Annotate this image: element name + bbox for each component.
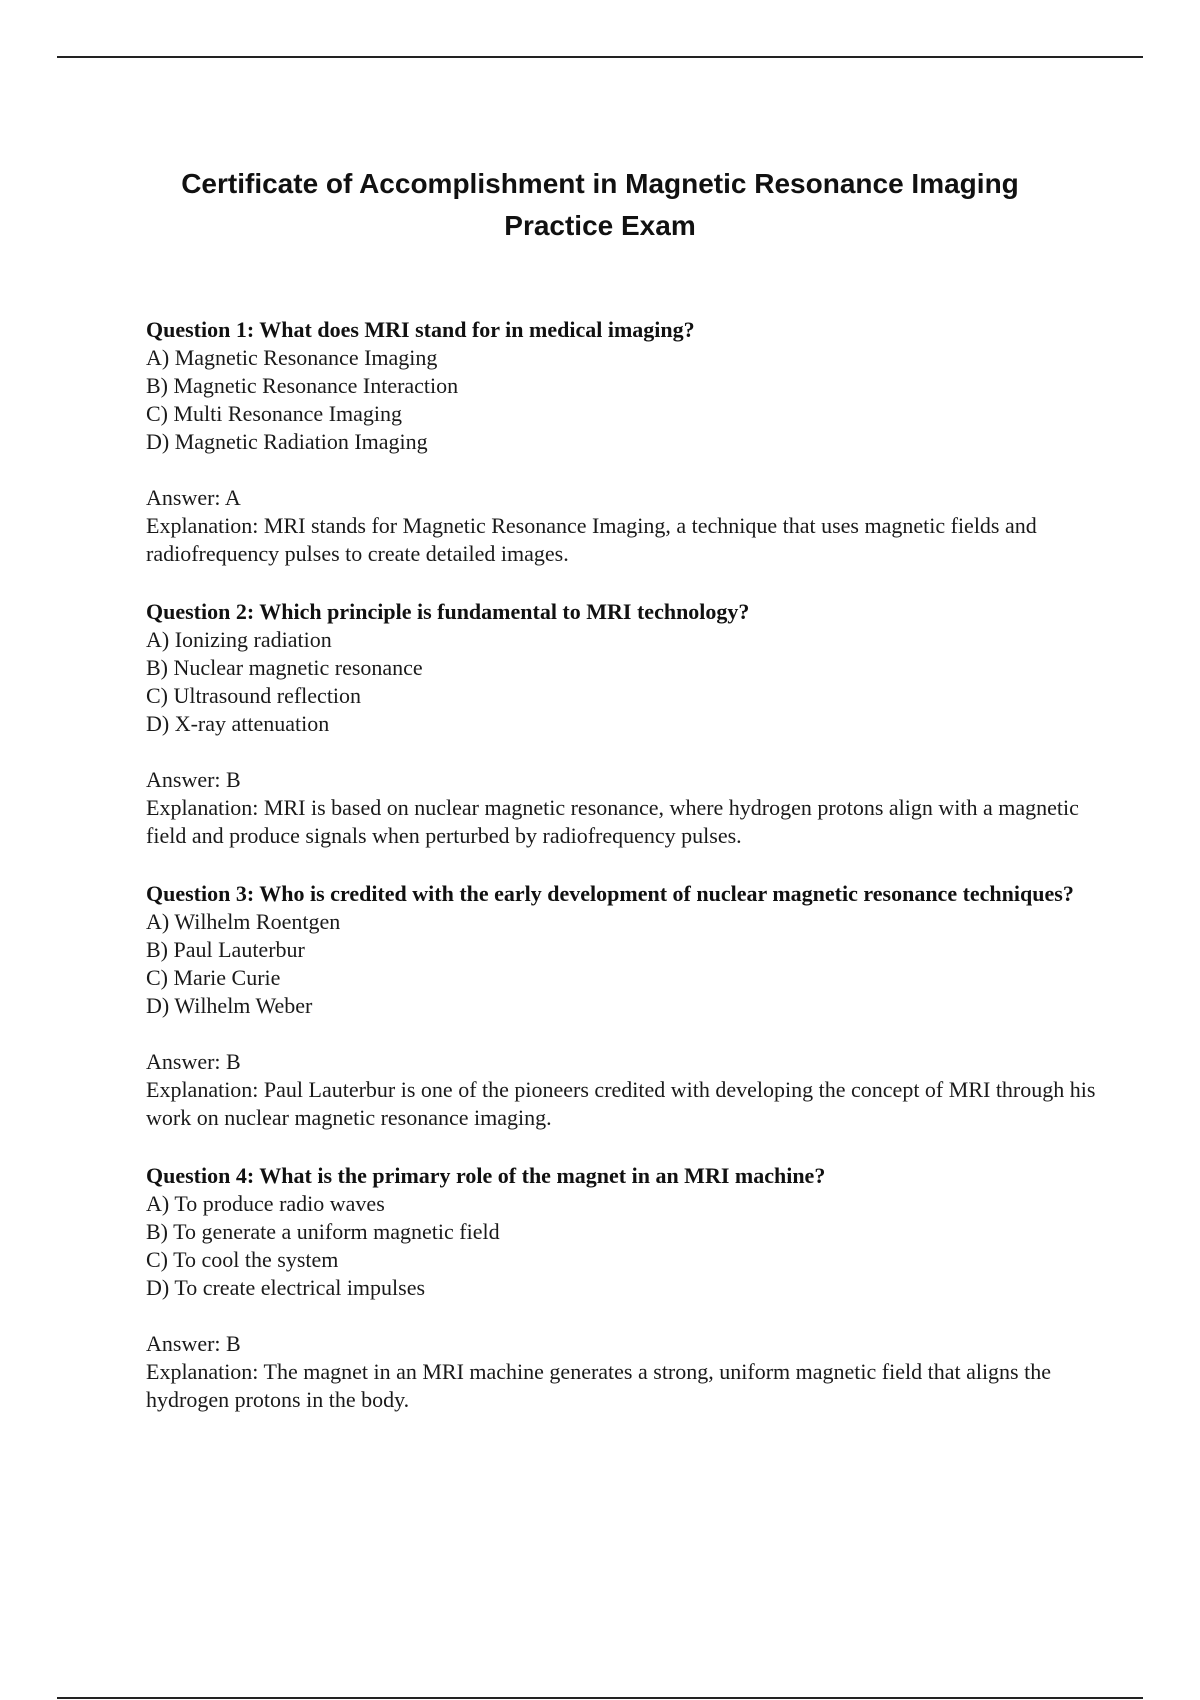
option-d: D) To create electrical impulses — [146, 1275, 426, 1300]
question-1 — [146, 316, 1096, 568]
option-d: D) Wilhelm Weber — [146, 993, 313, 1018]
question-title: Question 4: What is the primary role of the magnet in an MRI machine? — [146, 1163, 826, 1188]
explanation: Explanation: MRI is based on nuclear magnetic resonance, where hydrogen protons align with a magnetic field and produce signals when perturbed by radiofrequency pulses. — [146, 795, 1079, 848]
option-d: D) X-ray attenuation — [146, 711, 330, 736]
question-title: Question 3: Who is credited with the early development of nuclear magnetic resonance techniques? — [146, 881, 1074, 906]
document-title — [0, 163, 1200, 247]
explanation: Explanation: Paul Lauterbur is one of the pioneers credited with developing the concept of MRI through his work on nuclear magnetic resonance imaging. — [146, 1077, 1096, 1130]
option-c: C) Marie Curie — [146, 965, 281, 990]
title-line-2: Practice Exam — [504, 209, 696, 241]
option-d: D) Magnetic Radiation Imaging — [146, 429, 428, 454]
option-a: A) Wilhelm Roentgen — [146, 909, 341, 934]
explanation: Explanation: MRI stands for Magnetic Resonance Imaging, a technique that uses magnetic fields and radiofrequency pulses to create detailed images. — [146, 513, 1037, 566]
option-b: B) Nuclear magnetic resonance — [146, 655, 423, 680]
option-b: B) Magnetic Resonance Interaction — [146, 373, 459, 398]
option-a: A) To produce radio waves — [146, 1191, 385, 1216]
option-c: C) Multi Resonance Imaging — [146, 401, 403, 426]
explanation: Explanation: The magnet in an MRI machine generates a strong, uniform magnetic field that aligns the hydrogen protons in the body. — [146, 1359, 1051, 1412]
option-a: A) Magnetic Resonance Imaging — [146, 345, 438, 370]
question-4 — [146, 1162, 1096, 1414]
top-rule — [57, 56, 1143, 58]
option-list — [146, 1190, 1096, 1302]
option-b: B) Paul Lauterbur — [146, 937, 305, 962]
bottom-rule — [57, 1697, 1143, 1699]
question-2 — [146, 598, 1096, 850]
answer: Answer: A — [146, 485, 241, 510]
question-title: Question 1: What does MRI stand for in medical imaging? — [146, 317, 695, 342]
option-a: A) Ionizing radiation — [146, 627, 332, 652]
option-c: C) To cool the system — [146, 1247, 339, 1272]
question-3 — [146, 880, 1096, 1132]
option-list — [146, 908, 1096, 1020]
question-title: Question 2: Which principle is fundamental to MRI technology? — [146, 599, 750, 624]
answer: Answer: B — [146, 1049, 241, 1074]
title-line-1: Certificate of Accomplishment in Magnetic Resonance Imaging — [181, 167, 1019, 199]
option-list — [146, 626, 1096, 738]
answer: Answer: B — [146, 1331, 241, 1356]
question-list — [146, 316, 1096, 1444]
answer: Answer: B — [146, 767, 241, 792]
option-c: C) Ultrasound reflection — [146, 683, 362, 708]
option-list — [146, 344, 1096, 456]
option-b: B) To generate a uniform magnetic field — [146, 1219, 500, 1244]
